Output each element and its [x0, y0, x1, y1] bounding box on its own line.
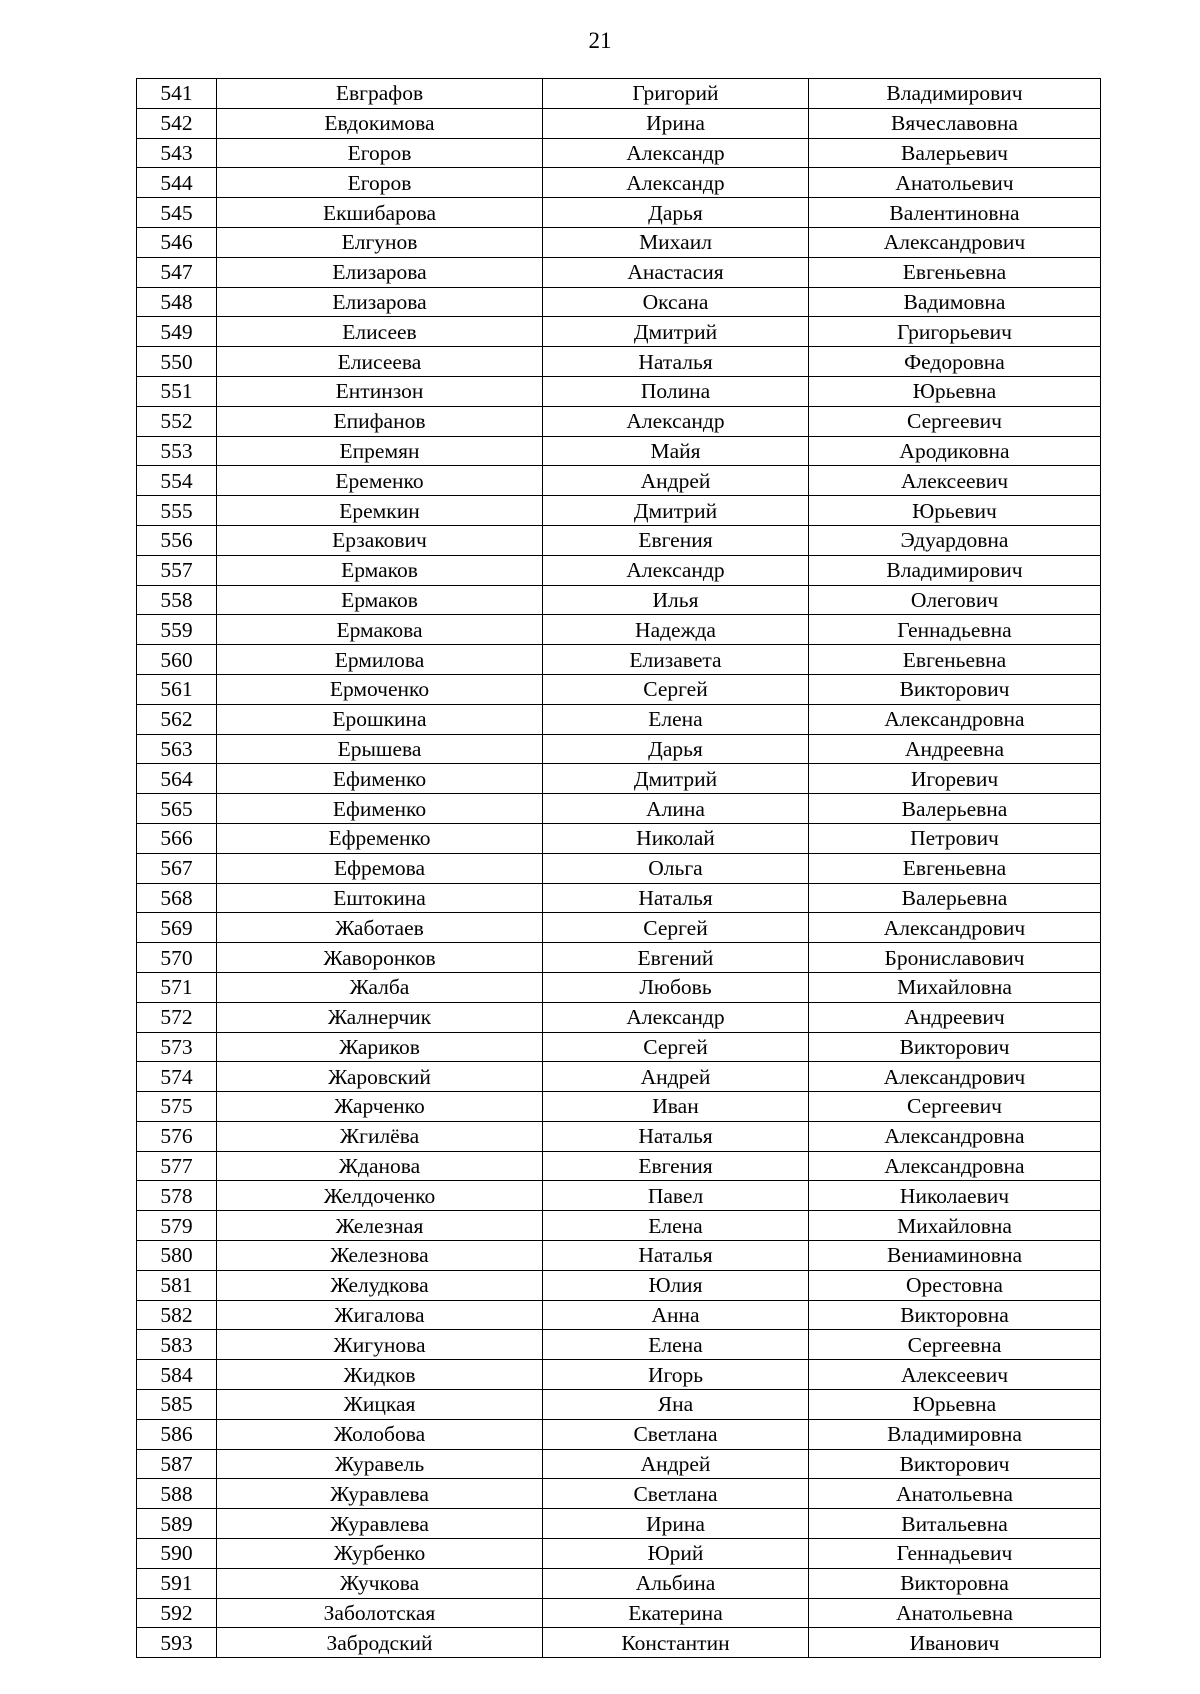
page-number: 21: [588, 28, 612, 53]
last-name-cell: Жаворонков: [217, 943, 543, 973]
row-number-cell: 553: [137, 436, 217, 466]
patronymic-cell: Николаевич: [809, 1181, 1101, 1211]
table-row: [137, 1479, 1101, 1509]
last-name-cell: Жариков: [217, 1032, 543, 1062]
first-name-cell: Надежда: [543, 615, 809, 645]
table-row: [137, 227, 1101, 257]
row-number-cell: 572: [137, 1002, 217, 1032]
table-row: [137, 1390, 1101, 1420]
first-name-cell: Наталья: [543, 347, 809, 377]
first-name-cell: Альбина: [543, 1568, 809, 1598]
first-name-cell: Алина: [543, 794, 809, 824]
table-row: [137, 1449, 1101, 1479]
last-name-cell: Железнова: [217, 1241, 543, 1271]
row-number-cell: 581: [137, 1270, 217, 1300]
row-number-cell: 541: [137, 79, 217, 109]
table-row: [137, 704, 1101, 734]
patronymic-cell: Юрьевич: [809, 496, 1101, 526]
patronymic-cell: Сергеевна: [809, 1330, 1101, 1360]
first-name-cell: Дарья: [543, 734, 809, 764]
table-row: [137, 853, 1101, 883]
table-row: [137, 823, 1101, 853]
first-name-cell: Дмитрий: [543, 764, 809, 794]
row-number-cell: 568: [137, 883, 217, 913]
patronymic-cell: Алексеевич: [809, 1360, 1101, 1390]
row-number-cell: 592: [137, 1598, 217, 1628]
row-number-cell: 559: [137, 615, 217, 645]
row-number-cell: 570: [137, 943, 217, 973]
first-name-cell: Юлия: [543, 1270, 809, 1300]
first-name-cell: Александр: [543, 1002, 809, 1032]
first-name-cell: Полина: [543, 376, 809, 406]
first-name-cell: Дмитрий: [543, 317, 809, 347]
patronymic-cell: Анатольевич: [809, 168, 1101, 198]
table-row: [137, 317, 1101, 347]
patronymic-cell: Валерьевна: [809, 883, 1101, 913]
first-name-cell: Светлана: [543, 1479, 809, 1509]
patronymic-cell: Вячеславовна: [809, 108, 1101, 138]
first-name-cell: Анна: [543, 1300, 809, 1330]
table-row: [137, 674, 1101, 704]
patronymic-cell: Валерьевич: [809, 138, 1101, 168]
first-name-cell: Сергей: [543, 913, 809, 943]
table-row: [137, 1092, 1101, 1122]
row-number-cell: 561: [137, 674, 217, 704]
first-name-cell: Юрий: [543, 1539, 809, 1569]
patronymic-cell: Юрьевна: [809, 376, 1101, 406]
last-name-cell: Ерзакович: [217, 525, 543, 555]
last-name-cell: Ефременко: [217, 823, 543, 853]
row-number-cell: 588: [137, 1479, 217, 1509]
last-name-cell: Жучкова: [217, 1568, 543, 1598]
table-row: [137, 347, 1101, 377]
table-row: [137, 1270, 1101, 1300]
patronymic-cell: Андреевна: [809, 734, 1101, 764]
patronymic-cell: Сергеевич: [809, 406, 1101, 436]
table-row: [137, 1241, 1101, 1271]
table-row: [137, 615, 1101, 645]
patronymic-cell: Викторович: [809, 1032, 1101, 1062]
names-table-body: [137, 79, 1101, 1658]
first-name-cell: Павел: [543, 1181, 809, 1211]
first-name-cell: Наталья: [543, 1241, 809, 1271]
patronymic-cell: Анатольевна: [809, 1598, 1101, 1628]
last-name-cell: Елизарова: [217, 257, 543, 287]
row-number-cell: 562: [137, 704, 217, 734]
row-number-cell: 545: [137, 198, 217, 228]
patronymic-cell: Александрович: [809, 1062, 1101, 1092]
patronymic-cell: Ародиковна: [809, 436, 1101, 466]
table-row: [137, 406, 1101, 436]
row-number-cell: 585: [137, 1390, 217, 1420]
row-number-cell: 583: [137, 1330, 217, 1360]
patronymic-cell: Евгеньевна: [809, 645, 1101, 675]
first-name-cell: Ирина: [543, 1509, 809, 1539]
table-row: [137, 525, 1101, 555]
first-name-cell: Григорий: [543, 79, 809, 109]
last-name-cell: Жалба: [217, 972, 543, 1002]
patronymic-cell: Геннадьевич: [809, 1539, 1101, 1569]
patronymic-cell: Владимирович: [809, 79, 1101, 109]
table-row: [137, 1002, 1101, 1032]
last-name-cell: Железная: [217, 1211, 543, 1241]
first-name-cell: Елена: [543, 1211, 809, 1241]
table-row: [137, 168, 1101, 198]
patronymic-cell: Александрович: [809, 913, 1101, 943]
table-row: [137, 943, 1101, 973]
patronymic-cell: Евгеньевна: [809, 257, 1101, 287]
row-number-cell: 584: [137, 1360, 217, 1390]
table-row: [137, 376, 1101, 406]
last-name-cell: Желдоченко: [217, 1181, 543, 1211]
first-name-cell: Елена: [543, 704, 809, 734]
row-number-cell: 550: [137, 347, 217, 377]
last-name-cell: Епифанов: [217, 406, 543, 436]
patronymic-cell: Викторовна: [809, 1300, 1101, 1330]
last-name-cell: Елисеева: [217, 347, 543, 377]
table-row: [137, 1628, 1101, 1658]
first-name-cell: Евгения: [543, 525, 809, 555]
last-name-cell: Ефремова: [217, 853, 543, 883]
patronymic-cell: Владимировна: [809, 1419, 1101, 1449]
row-number-cell: 582: [137, 1300, 217, 1330]
patronymic-cell: Андреевич: [809, 1002, 1101, 1032]
row-number-cell: 547: [137, 257, 217, 287]
first-name-cell: Андрей: [543, 1449, 809, 1479]
table-row: [137, 138, 1101, 168]
patronymic-cell: Александровна: [809, 1151, 1101, 1181]
table-row: [137, 79, 1101, 109]
row-number-cell: 589: [137, 1509, 217, 1539]
row-number-cell: 587: [137, 1449, 217, 1479]
first-name-cell: Александр: [543, 555, 809, 585]
patronymic-cell: Валерьевна: [809, 794, 1101, 824]
patronymic-cell: Александрович: [809, 227, 1101, 257]
patronymic-cell: Орестовна: [809, 1270, 1101, 1300]
first-name-cell: Александр: [543, 406, 809, 436]
first-name-cell: Иван: [543, 1092, 809, 1122]
names-table: [136, 78, 1101, 1658]
last-name-cell: Ентинзон: [217, 376, 543, 406]
patronymic-cell: Юрьевна: [809, 1390, 1101, 1420]
row-number-cell: 555: [137, 496, 217, 526]
last-name-cell: Жигалова: [217, 1300, 543, 1330]
patronymic-cell: Александровна: [809, 1121, 1101, 1151]
table-row: [137, 764, 1101, 794]
table-row: [137, 1121, 1101, 1151]
last-name-cell: Жидков: [217, 1360, 543, 1390]
row-number-cell: 558: [137, 585, 217, 615]
patronymic-cell: Викторович: [809, 674, 1101, 704]
last-name-cell: Ефименко: [217, 764, 543, 794]
first-name-cell: Майя: [543, 436, 809, 466]
patronymic-cell: Игоревич: [809, 764, 1101, 794]
patronymic-cell: Эдуардовна: [809, 525, 1101, 555]
row-number-cell: 579: [137, 1211, 217, 1241]
last-name-cell: Жарченко: [217, 1092, 543, 1122]
last-name-cell: Ештокина: [217, 883, 543, 913]
patronymic-cell: Иванович: [809, 1628, 1101, 1658]
patronymic-cell: Александровна: [809, 704, 1101, 734]
first-name-cell: Константин: [543, 1628, 809, 1658]
last-name-cell: Еременко: [217, 466, 543, 496]
last-name-cell: Жаботаев: [217, 913, 543, 943]
table-row: [137, 1300, 1101, 1330]
table-row: [137, 466, 1101, 496]
first-name-cell: Елена: [543, 1330, 809, 1360]
table-row: [137, 1509, 1101, 1539]
table-row: [137, 794, 1101, 824]
first-name-cell: Дмитрий: [543, 496, 809, 526]
last-name-cell: Забродский: [217, 1628, 543, 1658]
patronymic-cell: Геннадьевна: [809, 615, 1101, 645]
table-row: [137, 883, 1101, 913]
first-name-cell: Николай: [543, 823, 809, 853]
patronymic-cell: Владимирович: [809, 555, 1101, 585]
last-name-cell: Жданова: [217, 1151, 543, 1181]
first-name-cell: Ирина: [543, 108, 809, 138]
first-name-cell: Светлана: [543, 1419, 809, 1449]
last-name-cell: Егоров: [217, 138, 543, 168]
row-number-cell: 552: [137, 406, 217, 436]
last-name-cell: Жигунова: [217, 1330, 543, 1360]
row-number-cell: 543: [137, 138, 217, 168]
first-name-cell: Михаил: [543, 227, 809, 257]
first-name-cell: Ольга: [543, 853, 809, 883]
last-name-cell: Ермилова: [217, 645, 543, 675]
patronymic-cell: Алексеевич: [809, 466, 1101, 496]
last-name-cell: Евдокимова: [217, 108, 543, 138]
last-name-cell: Жгилёва: [217, 1121, 543, 1151]
first-name-cell: Анастасия: [543, 257, 809, 287]
row-number-cell: 557: [137, 555, 217, 585]
first-name-cell: Андрей: [543, 1062, 809, 1092]
last-name-cell: Желудкова: [217, 1270, 543, 1300]
first-name-cell: Елизавета: [543, 645, 809, 675]
first-name-cell: Илья: [543, 585, 809, 615]
patronymic-cell: Олегович: [809, 585, 1101, 615]
table-row: [137, 496, 1101, 526]
table-row: [137, 1032, 1101, 1062]
table-row: [137, 913, 1101, 943]
table-row: [137, 1330, 1101, 1360]
row-number-cell: 566: [137, 823, 217, 853]
row-number-cell: 542: [137, 108, 217, 138]
row-number-cell: 590: [137, 1539, 217, 1569]
patronymic-cell: Викторовна: [809, 1568, 1101, 1598]
first-name-cell: Любовь: [543, 972, 809, 1002]
row-number-cell: 591: [137, 1568, 217, 1598]
first-name-cell: Евгения: [543, 1151, 809, 1181]
last-name-cell: Елизарова: [217, 287, 543, 317]
row-number-cell: 569: [137, 913, 217, 943]
first-name-cell: Дарья: [543, 198, 809, 228]
last-name-cell: Егоров: [217, 168, 543, 198]
last-name-cell: Екшибарова: [217, 198, 543, 228]
patronymic-cell: Петрович: [809, 823, 1101, 853]
last-name-cell: Ермакова: [217, 615, 543, 645]
last-name-cell: Жолобова: [217, 1419, 543, 1449]
table-row: [137, 1360, 1101, 1390]
table-row: [137, 257, 1101, 287]
row-number-cell: 567: [137, 853, 217, 883]
first-name-cell: Наталья: [543, 883, 809, 913]
last-name-cell: Елгунов: [217, 227, 543, 257]
patronymic-cell: Брониславович: [809, 943, 1101, 973]
patronymic-cell: Викторович: [809, 1449, 1101, 1479]
table-row: [137, 1419, 1101, 1449]
row-number-cell: 577: [137, 1151, 217, 1181]
row-number-cell: 593: [137, 1628, 217, 1658]
row-number-cell: 560: [137, 645, 217, 675]
table-row: [137, 1539, 1101, 1569]
table-row: [137, 734, 1101, 764]
table-row: [137, 198, 1101, 228]
patronymic-cell: Витальевна: [809, 1509, 1101, 1539]
row-number-cell: 576: [137, 1121, 217, 1151]
last-name-cell: Ермаков: [217, 555, 543, 585]
last-name-cell: Ермаков: [217, 585, 543, 615]
last-name-cell: Ерышева: [217, 734, 543, 764]
row-number-cell: 574: [137, 1062, 217, 1092]
last-name-cell: Журавель: [217, 1449, 543, 1479]
table-row: [137, 645, 1101, 675]
patronymic-cell: Сергеевич: [809, 1092, 1101, 1122]
last-name-cell: Еремкин: [217, 496, 543, 526]
first-name-cell: Наталья: [543, 1121, 809, 1151]
first-name-cell: Яна: [543, 1390, 809, 1420]
row-number-cell: 571: [137, 972, 217, 1002]
first-name-cell: Сергей: [543, 674, 809, 704]
table-row: [137, 436, 1101, 466]
patronymic-cell: Вениаминовна: [809, 1241, 1101, 1271]
row-number-cell: 556: [137, 525, 217, 555]
patronymic-cell: Валентиновна: [809, 198, 1101, 228]
last-name-cell: Ермоченко: [217, 674, 543, 704]
row-number-cell: 565: [137, 794, 217, 824]
last-name-cell: Жицкая: [217, 1390, 543, 1420]
row-number-cell: 549: [137, 317, 217, 347]
row-number-cell: 548: [137, 287, 217, 317]
row-number-cell: 563: [137, 734, 217, 764]
row-number-cell: 544: [137, 168, 217, 198]
first-name-cell: Александр: [543, 138, 809, 168]
last-name-cell: Журавлева: [217, 1479, 543, 1509]
row-number-cell: 573: [137, 1032, 217, 1062]
first-name-cell: Андрей: [543, 466, 809, 496]
patronymic-cell: Григорьевич: [809, 317, 1101, 347]
last-name-cell: Ерошкина: [217, 704, 543, 734]
row-number-cell: 578: [137, 1181, 217, 1211]
table-row: [137, 972, 1101, 1002]
row-number-cell: 564: [137, 764, 217, 794]
first-name-cell: Александр: [543, 168, 809, 198]
patronymic-cell: Вадимовна: [809, 287, 1101, 317]
row-number-cell: 551: [137, 376, 217, 406]
row-number-cell: 554: [137, 466, 217, 496]
last-name-cell: Елисеев: [217, 317, 543, 347]
first-name-cell: Оксана: [543, 287, 809, 317]
row-number-cell: 580: [137, 1241, 217, 1271]
table-row: [137, 1568, 1101, 1598]
table-row: [137, 1598, 1101, 1628]
patronymic-cell: Анатольевна: [809, 1479, 1101, 1509]
patronymic-cell: Федоровна: [809, 347, 1101, 377]
first-name-cell: Екатерина: [543, 1598, 809, 1628]
table-row: [137, 1181, 1101, 1211]
last-name-cell: Евграфов: [217, 79, 543, 109]
table-row: [137, 555, 1101, 585]
patronymic-cell: Михайловна: [809, 1211, 1101, 1241]
patronymic-cell: Михайловна: [809, 972, 1101, 1002]
table-row: [137, 108, 1101, 138]
row-number-cell: 546: [137, 227, 217, 257]
first-name-cell: Сергей: [543, 1032, 809, 1062]
first-name-cell: Евгений: [543, 943, 809, 973]
table-row: [137, 1151, 1101, 1181]
last-name-cell: Епремян: [217, 436, 543, 466]
last-name-cell: Ефименко: [217, 794, 543, 824]
last-name-cell: Жалнерчик: [217, 1002, 543, 1032]
patronymic-cell: Евгеньевна: [809, 853, 1101, 883]
table-row: [137, 287, 1101, 317]
table-row: [137, 1211, 1101, 1241]
last-name-cell: Журбенко: [217, 1539, 543, 1569]
row-number-cell: 586: [137, 1419, 217, 1449]
last-name-cell: Журавлева: [217, 1509, 543, 1539]
first-name-cell: Игорь: [543, 1360, 809, 1390]
last-name-cell: Жаровский: [217, 1062, 543, 1092]
table-row: [137, 1062, 1101, 1092]
table-row: [137, 585, 1101, 615]
last-name-cell: Заболотская: [217, 1598, 543, 1628]
row-number-cell: 575: [137, 1092, 217, 1122]
